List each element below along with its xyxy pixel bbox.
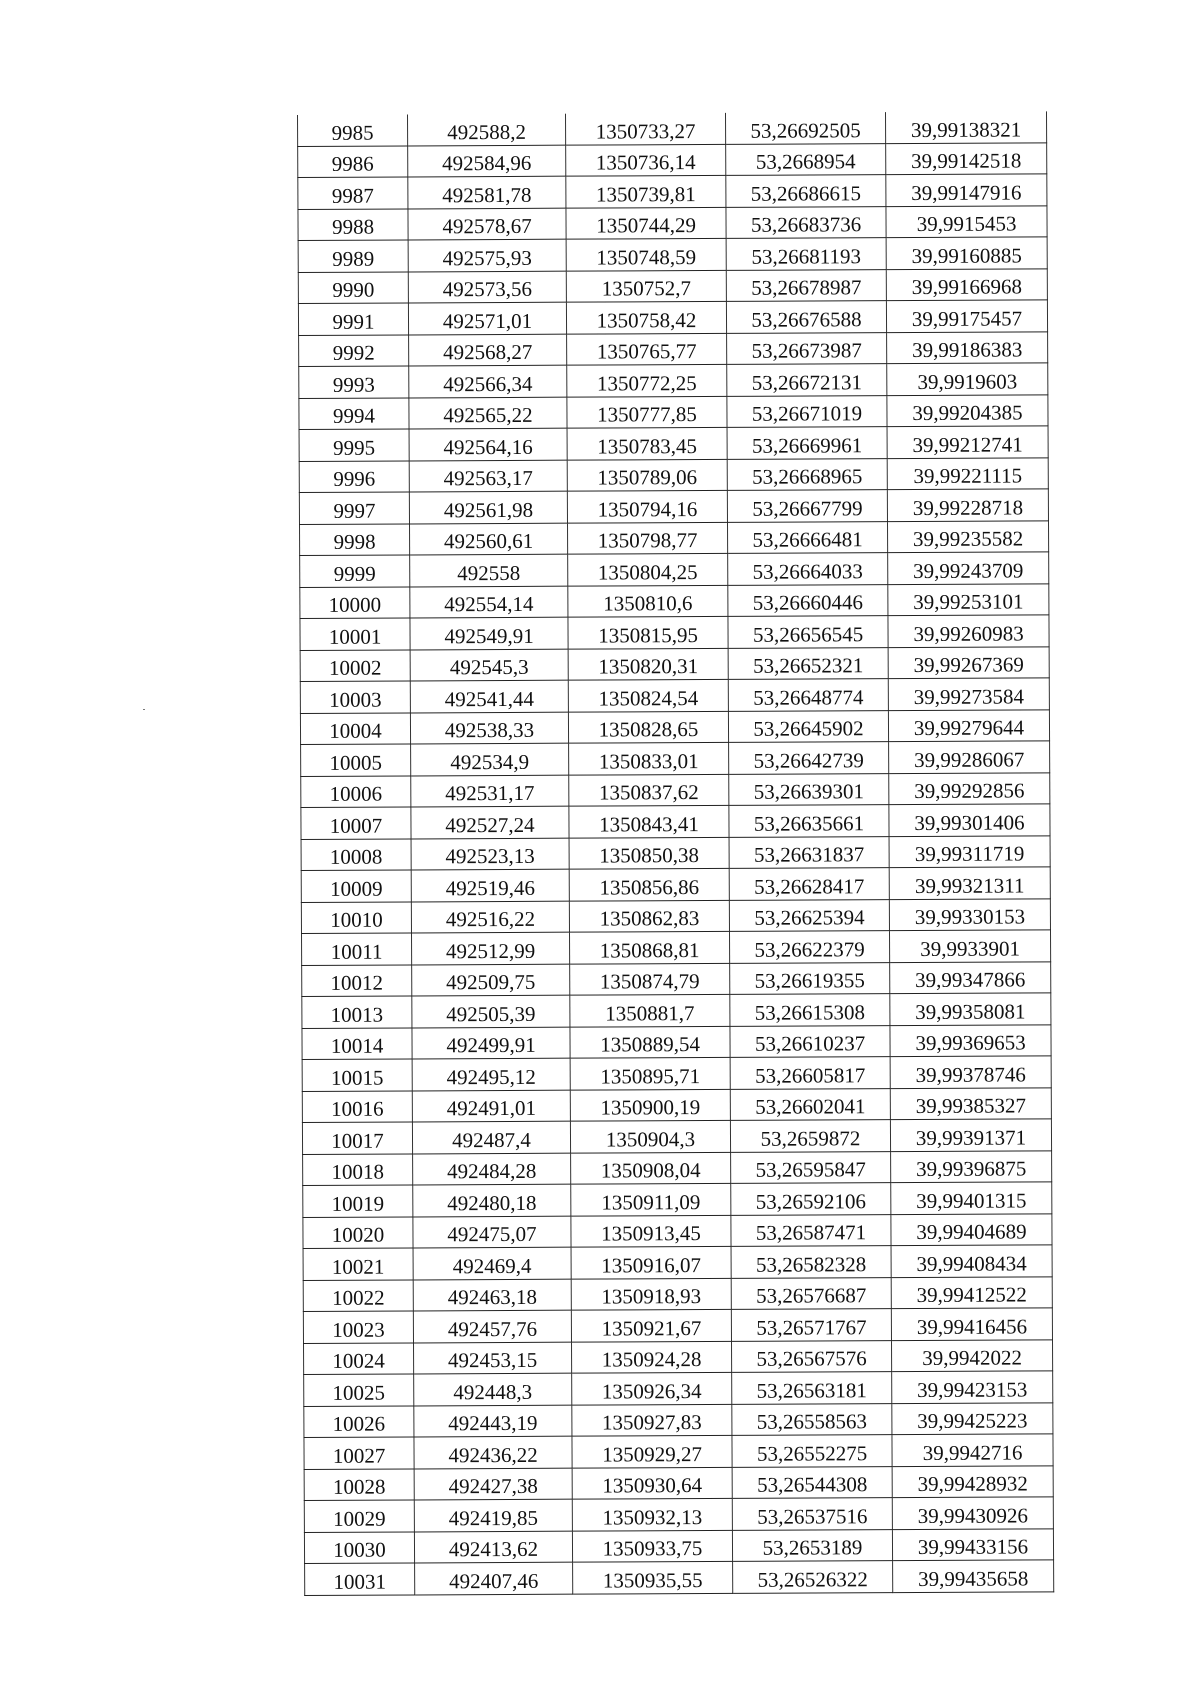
- longitude-cell: 39,99378746: [890, 1056, 1051, 1088]
- x-coordinate-cell: 492491,01: [412, 1090, 570, 1122]
- y-coordinate-cell: 1350918,93: [571, 1278, 731, 1310]
- point-number-cell: 10011: [301, 933, 411, 965]
- latitude-cell: 53,26669961: [727, 427, 887, 459]
- coordinates-table-body: [298, 111, 1054, 1595]
- point-number-cell: 10019: [303, 1185, 413, 1217]
- table-row: [298, 174, 1047, 209]
- longitude-cell: 39,99321311: [889, 867, 1050, 899]
- longitude-cell: 39,99301406: [889, 804, 1050, 836]
- y-coordinate-cell: 1350924,28: [571, 1341, 731, 1373]
- longitude-cell: 39,99385327: [890, 1087, 1051, 1119]
- table-row: [303, 1308, 1052, 1343]
- longitude-cell: 39,99204385: [887, 394, 1048, 426]
- y-coordinate-cell: 1350752,7: [566, 270, 726, 302]
- y-coordinate-cell: 1350908,04: [571, 1152, 731, 1184]
- x-coordinate-cell: 492463,18: [413, 1279, 571, 1311]
- latitude-cell: 53,2659872: [730, 1120, 890, 1152]
- table-row: [301, 835, 1050, 870]
- table-row: [298, 111, 1047, 146]
- table-row: [300, 552, 1049, 587]
- point-number-cell: 10017: [302, 1122, 412, 1154]
- y-coordinate-cell: 1350926,34: [572, 1372, 732, 1404]
- y-coordinate-cell: 1350932,13: [572, 1498, 732, 1530]
- latitude-cell: 53,26602041: [730, 1088, 890, 1120]
- latitude-cell: 53,26672131: [727, 364, 887, 396]
- point-number-cell: 10005: [301, 744, 411, 776]
- y-coordinate-cell: 1350921,67: [571, 1309, 731, 1341]
- x-coordinate-cell: 492545,3: [410, 649, 568, 681]
- longitude-cell: 39,99147916: [886, 174, 1047, 206]
- longitude-cell: 39,99253101: [888, 583, 1049, 615]
- y-coordinate-cell: 1350810,6: [568, 585, 728, 617]
- y-coordinate-cell: 1350736,14: [566, 144, 726, 176]
- point-number-cell: 10014: [302, 1027, 412, 1059]
- point-number-cell: 10016: [302, 1090, 412, 1122]
- x-coordinate-cell: 492568,27: [409, 334, 567, 366]
- y-coordinate-cell: 1350820,31: [568, 648, 728, 680]
- table-row: [298, 142, 1047, 177]
- y-coordinate-cell: 1350798,77: [567, 522, 727, 554]
- longitude-cell: 39,99166968: [886, 268, 1047, 300]
- y-coordinate-cell: 1350777,85: [567, 396, 727, 428]
- table-row: [298, 205, 1047, 240]
- longitude-cell: 39,99186383: [887, 331, 1048, 363]
- latitude-cell: 53,26676588: [726, 301, 886, 333]
- table-row: [302, 1119, 1051, 1154]
- y-coordinate-cell: 1350862,83: [569, 900, 729, 932]
- table-row: [304, 1434, 1053, 1469]
- table-row: [299, 457, 1048, 492]
- x-coordinate-cell: 492443,19: [414, 1405, 572, 1437]
- x-coordinate-cell: 492469,4: [413, 1247, 571, 1279]
- latitude-cell: 53,26692505: [725, 112, 885, 144]
- table-row: [301, 772, 1050, 807]
- x-coordinate-cell: 492487,4: [412, 1121, 570, 1153]
- y-coordinate-cell: 1350933,75: [572, 1530, 732, 1562]
- longitude-cell: 39,99433156: [892, 1528, 1053, 1560]
- table-row: [302, 993, 1051, 1028]
- latitude-cell: 53,26625394: [729, 899, 889, 931]
- y-coordinate-cell: 1350833,01: [569, 742, 729, 774]
- longitude-cell: 39,9942716: [892, 1434, 1053, 1466]
- x-coordinate-cell: 492560,61: [409, 523, 567, 555]
- latitude-cell: 53,26666481: [727, 521, 887, 553]
- longitude-cell: 39,99330153: [889, 898, 1050, 930]
- table-row: [301, 930, 1050, 965]
- latitude-cell: 53,26652321: [728, 647, 888, 679]
- point-number-cell: 10026: [304, 1405, 414, 1437]
- longitude-cell: 39,99142518: [886, 142, 1047, 174]
- table-row: [300, 615, 1049, 650]
- x-coordinate-cell: 492448,3: [414, 1373, 572, 1405]
- y-coordinate-cell: 1350930,64: [572, 1467, 732, 1499]
- point-number-cell: 9986: [298, 145, 408, 177]
- point-number-cell: 10022: [303, 1279, 413, 1311]
- longitude-cell: 39,99435658: [893, 1560, 1054, 1592]
- table-row: [299, 426, 1048, 461]
- longitude-cell: 39,99369653: [890, 1024, 1051, 1056]
- y-coordinate-cell: 1350765,77: [567, 333, 727, 365]
- table-row: [302, 961, 1051, 996]
- table-row: [304, 1339, 1053, 1374]
- table-row: [298, 237, 1047, 272]
- latitude-cell: 53,26635661: [729, 805, 889, 837]
- point-number-cell: 10018: [303, 1153, 413, 1185]
- point-number-cell: 10030: [304, 1531, 414, 1563]
- table-row: [299, 489, 1048, 524]
- point-number-cell: 10012: [302, 964, 412, 996]
- longitude-cell: 39,9915453: [886, 205, 1047, 237]
- longitude-cell: 39,99311719: [889, 835, 1050, 867]
- point-number-cell: 10025: [304, 1374, 414, 1406]
- table-row: [303, 1182, 1052, 1217]
- longitude-cell: 39,99391371: [890, 1119, 1051, 1151]
- y-coordinate-cell: 1350927,83: [572, 1404, 732, 1436]
- y-coordinate-cell: 1350916,07: [571, 1246, 731, 1278]
- longitude-cell: 39,99273584: [888, 678, 1049, 710]
- latitude-cell: 53,26667799: [727, 490, 887, 522]
- x-coordinate-cell: 492509,75: [412, 964, 570, 996]
- point-number-cell: 10028: [304, 1468, 414, 1500]
- longitude-cell: 39,99401315: [891, 1182, 1052, 1214]
- table-row: [303, 1150, 1052, 1185]
- x-coordinate-cell: 492413,62: [414, 1531, 572, 1563]
- latitude-cell: 53,26656545: [728, 616, 888, 648]
- x-coordinate-cell: 492505,39: [412, 995, 570, 1027]
- longitude-cell: 39,99175457: [886, 300, 1047, 332]
- longitude-cell: 39,99138321: [885, 111, 1046, 143]
- coordinates-table: [297, 111, 1054, 1595]
- point-number-cell: 9985: [298, 114, 408, 146]
- x-coordinate-cell: 492512,99: [411, 932, 569, 964]
- table-row: [298, 268, 1047, 303]
- y-coordinate-cell: 1350935,55: [573, 1561, 733, 1593]
- table-row: [301, 741, 1050, 776]
- latitude-cell: 53,26631837: [729, 836, 889, 868]
- y-coordinate-cell: 1350758,42: [566, 301, 726, 333]
- point-number-cell: 9999: [300, 555, 410, 587]
- point-number-cell: 10015: [302, 1059, 412, 1091]
- x-coordinate-cell: 492566,34: [409, 365, 567, 397]
- y-coordinate-cell: 1350868,81: [569, 931, 729, 963]
- table-row: [299, 520, 1048, 555]
- point-number-cell: 10010: [301, 901, 411, 933]
- y-coordinate-cell: 1350911,09: [571, 1183, 731, 1215]
- point-number-cell: 10024: [304, 1342, 414, 1374]
- table-row: [303, 1276, 1052, 1311]
- table-row: [304, 1528, 1053, 1563]
- point-number-cell: 10013: [302, 996, 412, 1028]
- x-coordinate-cell: 492581,78: [408, 176, 566, 208]
- latitude-cell: 53,26567576: [731, 1340, 891, 1372]
- table-row: [302, 1024, 1051, 1059]
- point-number-cell: 9991: [298, 303, 408, 335]
- y-coordinate-cell: 1350856,86: [569, 868, 729, 900]
- table-row: [299, 394, 1048, 429]
- latitude-cell: 53,26645902: [728, 710, 888, 742]
- latitude-cell: 53,26673987: [727, 332, 887, 364]
- x-coordinate-cell: 492516,22: [411, 901, 569, 933]
- latitude-cell: 53,26622379: [729, 931, 889, 963]
- point-number-cell: 10003: [300, 681, 410, 713]
- x-coordinate-cell: 492554,14: [410, 586, 568, 618]
- point-number-cell: 9989: [298, 240, 408, 272]
- x-coordinate-cell: 492457,76: [413, 1310, 571, 1342]
- longitude-cell: 39,99160885: [886, 237, 1047, 269]
- longitude-cell: 39,99423153: [892, 1371, 1053, 1403]
- latitude-cell: 53,26558563: [732, 1403, 892, 1435]
- x-coordinate-cell: 492480,18: [413, 1184, 571, 1216]
- point-number-cell: 10001: [300, 618, 410, 650]
- table-row: [304, 1371, 1053, 1406]
- latitude-cell: 53,26582328: [731, 1246, 891, 1278]
- latitude-cell: 53,26563181: [732, 1372, 892, 1404]
- y-coordinate-cell: 1350889,54: [570, 1026, 730, 1058]
- latitude-cell: 53,26668965: [727, 458, 887, 490]
- y-coordinate-cell: 1350744,29: [566, 207, 726, 239]
- x-coordinate-cell: 492549,91: [410, 617, 568, 649]
- table-row: [300, 709, 1049, 744]
- y-coordinate-cell: 1350733,27: [565, 113, 725, 145]
- latitude-cell: 53,2668954: [726, 143, 886, 175]
- latitude-cell: 53,26576687: [731, 1277, 891, 1309]
- x-coordinate-cell: 492453,15: [413, 1342, 571, 1374]
- latitude-cell: 53,26592106: [731, 1183, 891, 1215]
- latitude-cell: 53,2653189: [732, 1529, 892, 1561]
- y-coordinate-cell: 1350804,25: [568, 553, 728, 585]
- y-coordinate-cell: 1350929,27: [572, 1435, 732, 1467]
- y-coordinate-cell: 1350850,38: [569, 837, 729, 869]
- longitude-cell: 39,99286067: [889, 741, 1050, 773]
- latitude-cell: 53,26639301: [729, 773, 889, 805]
- table-row: [301, 898, 1050, 933]
- longitude-cell: 39,99396875: [891, 1150, 1052, 1182]
- table-row: [304, 1465, 1053, 1500]
- point-number-cell: 10008: [301, 838, 411, 870]
- y-coordinate-cell: 1350874,79: [570, 963, 730, 995]
- point-number-cell: 10021: [303, 1248, 413, 1280]
- point-number-cell: 10023: [303, 1311, 413, 1343]
- x-coordinate-cell: 492427,38: [414, 1468, 572, 1500]
- y-coordinate-cell: 1350772,25: [567, 364, 727, 396]
- x-coordinate-cell: 492419,85: [414, 1499, 572, 1531]
- longitude-cell: 39,99279644: [888, 709, 1049, 741]
- x-coordinate-cell: 492565,22: [409, 397, 567, 429]
- latitude-cell: 53,26544308: [732, 1466, 892, 1498]
- scan-speck: [143, 709, 145, 710]
- latitude-cell: 53,26660446: [728, 584, 888, 616]
- latitude-cell: 53,26595847: [731, 1151, 891, 1183]
- latitude-cell: 53,26619355: [730, 962, 890, 994]
- x-coordinate-cell: 492534,9: [411, 743, 569, 775]
- latitude-cell: 53,26552275: [732, 1435, 892, 1467]
- x-coordinate-cell: 492564,16: [409, 428, 567, 460]
- y-coordinate-cell: 1350828,65: [568, 711, 728, 743]
- longitude-cell: 39,99260983: [888, 615, 1049, 647]
- y-coordinate-cell: 1350824,54: [568, 679, 728, 711]
- x-coordinate-cell: 492495,12: [412, 1058, 570, 1090]
- table-row: [300, 583, 1049, 618]
- latitude-cell: 53,26671019: [727, 395, 887, 427]
- point-number-cell: 10000: [300, 586, 410, 618]
- table-row: [303, 1213, 1052, 1248]
- point-number-cell: 9992: [299, 334, 409, 366]
- y-coordinate-cell: 1350895,71: [570, 1057, 730, 1089]
- point-number-cell: 9993: [299, 366, 409, 398]
- longitude-cell: 39,99292856: [889, 772, 1050, 804]
- y-coordinate-cell: 1350815,95: [568, 616, 728, 648]
- longitude-cell: 39,99221115: [887, 457, 1048, 489]
- point-number-cell: 9998: [299, 523, 409, 555]
- table-row: [300, 646, 1049, 681]
- x-coordinate-cell: 492436,22: [414, 1436, 572, 1468]
- point-number-cell: 10007: [301, 807, 411, 839]
- table-row: [304, 1402, 1053, 1437]
- longitude-cell: 39,99416456: [891, 1308, 1052, 1340]
- table-row: [300, 678, 1049, 713]
- point-number-cell: 10009: [301, 870, 411, 902]
- latitude-cell: 53,26537516: [732, 1498, 892, 1530]
- x-coordinate-cell: 492519,46: [411, 869, 569, 901]
- point-number-cell: 9987: [298, 177, 408, 209]
- point-number-cell: 9988: [298, 208, 408, 240]
- longitude-cell: 39,99347866: [890, 961, 1051, 993]
- longitude-cell: 39,99235582: [887, 520, 1048, 552]
- x-coordinate-cell: 492578,67: [408, 208, 566, 240]
- x-coordinate-cell: 492575,93: [408, 239, 566, 271]
- longitude-cell: 39,99404689: [891, 1213, 1052, 1245]
- longitude-cell: 39,99228718: [887, 489, 1048, 521]
- y-coordinate-cell: 1350789,06: [567, 459, 727, 491]
- longitude-cell: 39,99267369: [888, 646, 1049, 678]
- table-row: [299, 331, 1048, 366]
- latitude-cell: 53,26642739: [729, 742, 889, 774]
- latitude-cell: 53,26571767: [731, 1309, 891, 1341]
- y-coordinate-cell: 1350748,59: [566, 238, 726, 270]
- latitude-cell: 53,26686615: [726, 175, 886, 207]
- longitude-cell: 39,99358081: [890, 993, 1051, 1025]
- point-number-cell: 10029: [304, 1500, 414, 1532]
- table-row: [303, 1245, 1052, 1280]
- x-coordinate-cell: 492527,24: [411, 806, 569, 838]
- y-coordinate-cell: 1350739,81: [566, 175, 726, 207]
- point-number-cell: 10002: [300, 649, 410, 681]
- latitude-cell: 53,26610237: [730, 1025, 890, 1057]
- longitude-cell: 39,99428932: [892, 1465, 1053, 1497]
- point-number-cell: 9994: [299, 397, 409, 429]
- x-coordinate-cell: 492523,13: [411, 838, 569, 870]
- y-coordinate-cell: 1350881,7: [570, 994, 730, 1026]
- point-number-cell: 10020: [303, 1216, 413, 1248]
- point-number-cell: 10031: [305, 1563, 415, 1595]
- longitude-cell: 39,9942022: [891, 1339, 1052, 1371]
- longitude-cell: 39,99430926: [892, 1497, 1053, 1529]
- latitude-cell: 53,26683736: [726, 206, 886, 238]
- table-row: [305, 1560, 1054, 1595]
- x-coordinate-cell: 492571,01: [408, 302, 566, 334]
- x-coordinate-cell: 492531,17: [411, 775, 569, 807]
- y-coordinate-cell: 1350904,3: [570, 1120, 730, 1152]
- longitude-cell: 39,9933901: [889, 930, 1050, 962]
- latitude-cell: 53,26605817: [730, 1057, 890, 1089]
- table-row: [298, 300, 1047, 335]
- x-coordinate-cell: 492499,91: [412, 1027, 570, 1059]
- latitude-cell: 53,26681193: [726, 238, 886, 270]
- longitude-cell: 39,99243709: [888, 552, 1049, 584]
- table-row: [301, 804, 1050, 839]
- x-coordinate-cell: 492573,56: [408, 271, 566, 303]
- point-number-cell: 9997: [299, 492, 409, 524]
- table-row: [299, 363, 1048, 398]
- longitude-cell: 39,9919603: [887, 363, 1048, 395]
- point-number-cell: 9990: [298, 271, 408, 303]
- latitude-cell: 53,26678987: [726, 269, 886, 301]
- y-coordinate-cell: 1350794,16: [567, 490, 727, 522]
- table-row: [301, 867, 1050, 902]
- longitude-cell: 39,99212741: [887, 426, 1048, 458]
- latitude-cell: 53,26664033: [728, 553, 888, 585]
- y-coordinate-cell: 1350837,62: [569, 774, 729, 806]
- table-row: [304, 1497, 1053, 1532]
- point-number-cell: 10006: [301, 775, 411, 807]
- point-number-cell: 9995: [299, 429, 409, 461]
- table-row: [302, 1056, 1051, 1091]
- x-coordinate-cell: 492588,2: [407, 114, 565, 146]
- y-coordinate-cell: 1350900,19: [570, 1089, 730, 1121]
- y-coordinate-cell: 1350843,41: [569, 805, 729, 837]
- point-number-cell: 10027: [304, 1437, 414, 1469]
- longitude-cell: 39,99425223: [892, 1402, 1053, 1434]
- x-coordinate-cell: 492484,28: [413, 1153, 571, 1185]
- point-number-cell: 9996: [299, 460, 409, 492]
- x-coordinate-cell: 492558: [410, 554, 568, 586]
- x-coordinate-cell: 492561,98: [409, 491, 567, 523]
- latitude-cell: 53,26628417: [729, 868, 889, 900]
- x-coordinate-cell: 492563,17: [409, 460, 567, 492]
- latitude-cell: 53,26526322: [733, 1561, 893, 1593]
- x-coordinate-cell: 492538,33: [410, 712, 568, 744]
- latitude-cell: 53,26587471: [731, 1214, 891, 1246]
- longitude-cell: 39,99412522: [891, 1276, 1052, 1308]
- latitude-cell: 53,26615308: [730, 994, 890, 1026]
- y-coordinate-cell: 1350913,45: [571, 1215, 731, 1247]
- x-coordinate-cell: 492584,96: [408, 145, 566, 177]
- x-coordinate-cell: 492541,44: [410, 680, 568, 712]
- table-row: [302, 1087, 1051, 1122]
- latitude-cell: 53,26648774: [728, 679, 888, 711]
- longitude-cell: 39,99408434: [891, 1245, 1052, 1277]
- point-number-cell: 10004: [300, 712, 410, 744]
- y-coordinate-cell: 1350783,45: [567, 427, 727, 459]
- x-coordinate-cell: 492475,07: [413, 1216, 571, 1248]
- x-coordinate-cell: 492407,46: [415, 1562, 573, 1594]
